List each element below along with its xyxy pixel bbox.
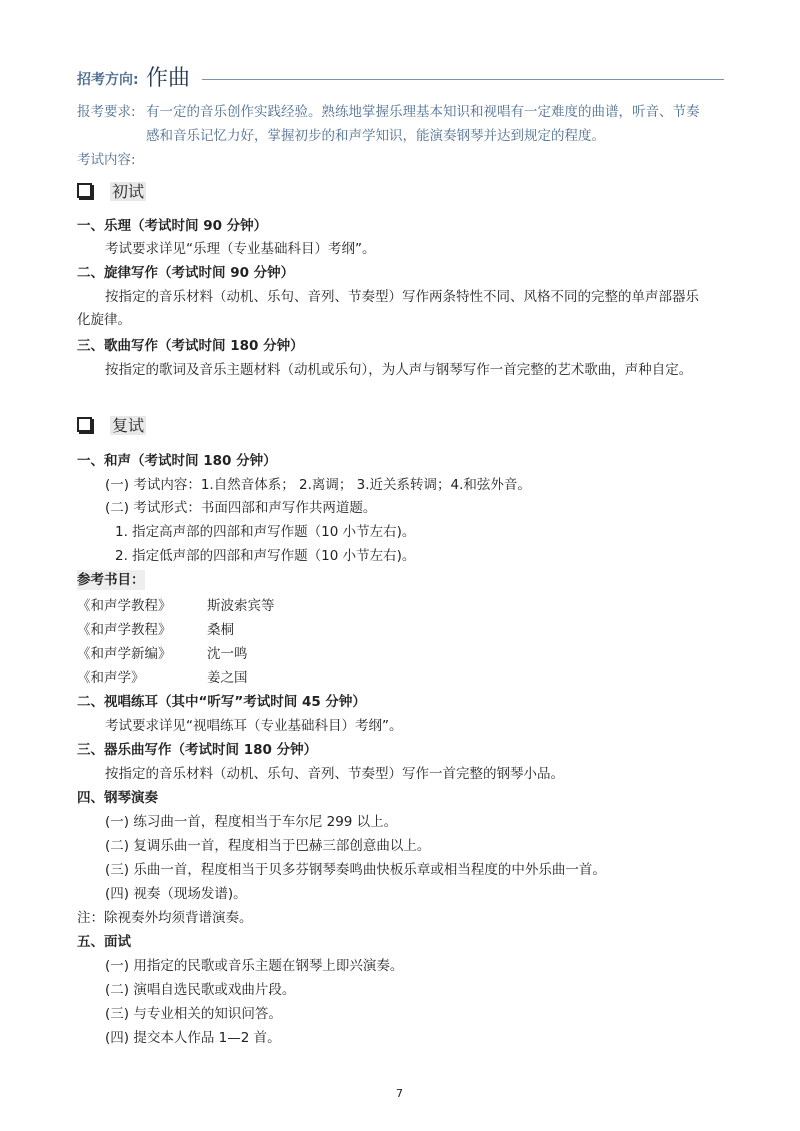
- note: 注：除视奏外均须背谱演奏。: [77, 910, 253, 926]
- prelim-s1: 一、乐理（考试时间 90 分钟）: [77, 218, 268, 234]
- requirements-line1: 有一定的音乐创作实践经验。熟练地掌握乐理基本知识和视唱有一定难度的曲谱，听音、节奏: [146, 104, 700, 120]
- retest-s5: 五、面试: [77, 934, 131, 950]
- retest-heading: [77, 416, 146, 436]
- direction-label: 招考方向:: [77, 72, 139, 88]
- ref-author: 姜之国: [207, 670, 248, 686]
- interview-item: (一) 用指定的民歌或音乐主题在钢琴上即兴演奏。: [105, 958, 404, 974]
- retest-s3: 三、器乐曲写作（考试时间 180 分钟）: [77, 742, 318, 758]
- retest-title: 复试: [112, 416, 145, 435]
- ref-book: 《和声学教程》: [77, 598, 172, 614]
- ref-book: 《和声学教程》: [77, 622, 172, 638]
- requirements-line2: 感和音乐记忆力好，掌握初步的和声学知识，能演奏钢琴并达到规定的程度。: [146, 128, 605, 144]
- ref-author: 斯波索宾等: [207, 598, 275, 614]
- prelim-s3-text: 按指定的歌词及音乐主题材料（动机或乐句），为人声与钢琴写作一首完整的艺术歌曲，声种自定。: [105, 362, 693, 378]
- interview-item: (四) 提交本人作品 1—2 首。: [105, 1030, 281, 1046]
- prelim-s2: 二、旋律写作（考试时间 90 分钟）: [77, 265, 295, 281]
- checkbox-icon: [77, 417, 92, 432]
- piano-item: (三) 乐曲一首，程度相当于贝多芬钢琴奏鸣曲快板乐章或相当程度的中外乐曲一首。: [105, 862, 606, 878]
- retest-s4: 四、钢琴演奏: [77, 790, 158, 806]
- retest-s1-b2: 2. 指定低声部的四部和声写作题（10 小节左右)。: [115, 548, 416, 564]
- major-title: 作曲: [146, 66, 191, 91]
- content-label: 考试内容:: [77, 152, 136, 168]
- retest-s3-text: 按指定的音乐材料（动机、乐句、音列、节奏型）写作一首完整的钢琴小品。: [105, 766, 564, 782]
- ref-book: 《和声学新编》: [77, 646, 172, 662]
- prelim-heading: [77, 182, 146, 202]
- prelim-s1-text: 考试要求详见“乐理（专业基础科目）考纲”。: [105, 241, 376, 257]
- retest-s1-a: (一) 考试内容：1.自然音体系； 2.离调； 3.近关系转调；4.和弦外音。: [105, 477, 531, 493]
- requirements-label: 报考要求:: [77, 104, 136, 120]
- interview-item: (二) 演唱自选民歌或戏曲片段。: [105, 982, 296, 998]
- interview-item: (三) 与专业相关的知识问答。: [105, 1006, 282, 1022]
- refs-label: 参考书目：: [77, 572, 145, 588]
- prelim-title: 初试: [112, 182, 145, 201]
- piano-item: (四) 视奏（现场发谱)。: [105, 886, 247, 902]
- retest-s2: 二、视唱练耳（其中“听写”考试时间 45 分钟）: [77, 694, 366, 710]
- page-number: 7: [396, 1087, 403, 1100]
- ref-book: 《和声学》: [77, 670, 145, 686]
- prelim-s2-text2: 化旋律。: [77, 312, 131, 328]
- piano-item: (一) 练习曲一首，程度相当于车尔尼 299 以上。: [105, 814, 398, 830]
- ref-author: 沈一鸣: [207, 646, 248, 662]
- retest-s1-b: (二) 考试形式：书面四部和声写作共两道题。: [105, 500, 377, 516]
- retest-s1-b1: 1. 指定高声部的四部和声写作题（10 小节左右)。: [115, 524, 416, 540]
- ref-author: 桑桐: [207, 622, 234, 638]
- title-rule: [202, 79, 724, 80]
- prelim-s2-text1: 按指定的音乐材料（动机、乐句、音列、节奏型）写作两条特性不同、风格不同的完整的单声部器乐: [105, 289, 699, 305]
- retest-s1: 一、和声（考试时间 180 分钟）: [77, 453, 277, 469]
- piano-item: (二) 复调乐曲一首，程度相当于巴赫三部创意曲以上。: [105, 838, 431, 854]
- retest-s2-text: 考试要求详见“视唱练耳（专业基础科目）考纲”。: [105, 718, 403, 734]
- checkbox-icon: [77, 183, 92, 198]
- prelim-s3: 三、歌曲写作（考试时间 180 分钟）: [77, 338, 304, 354]
